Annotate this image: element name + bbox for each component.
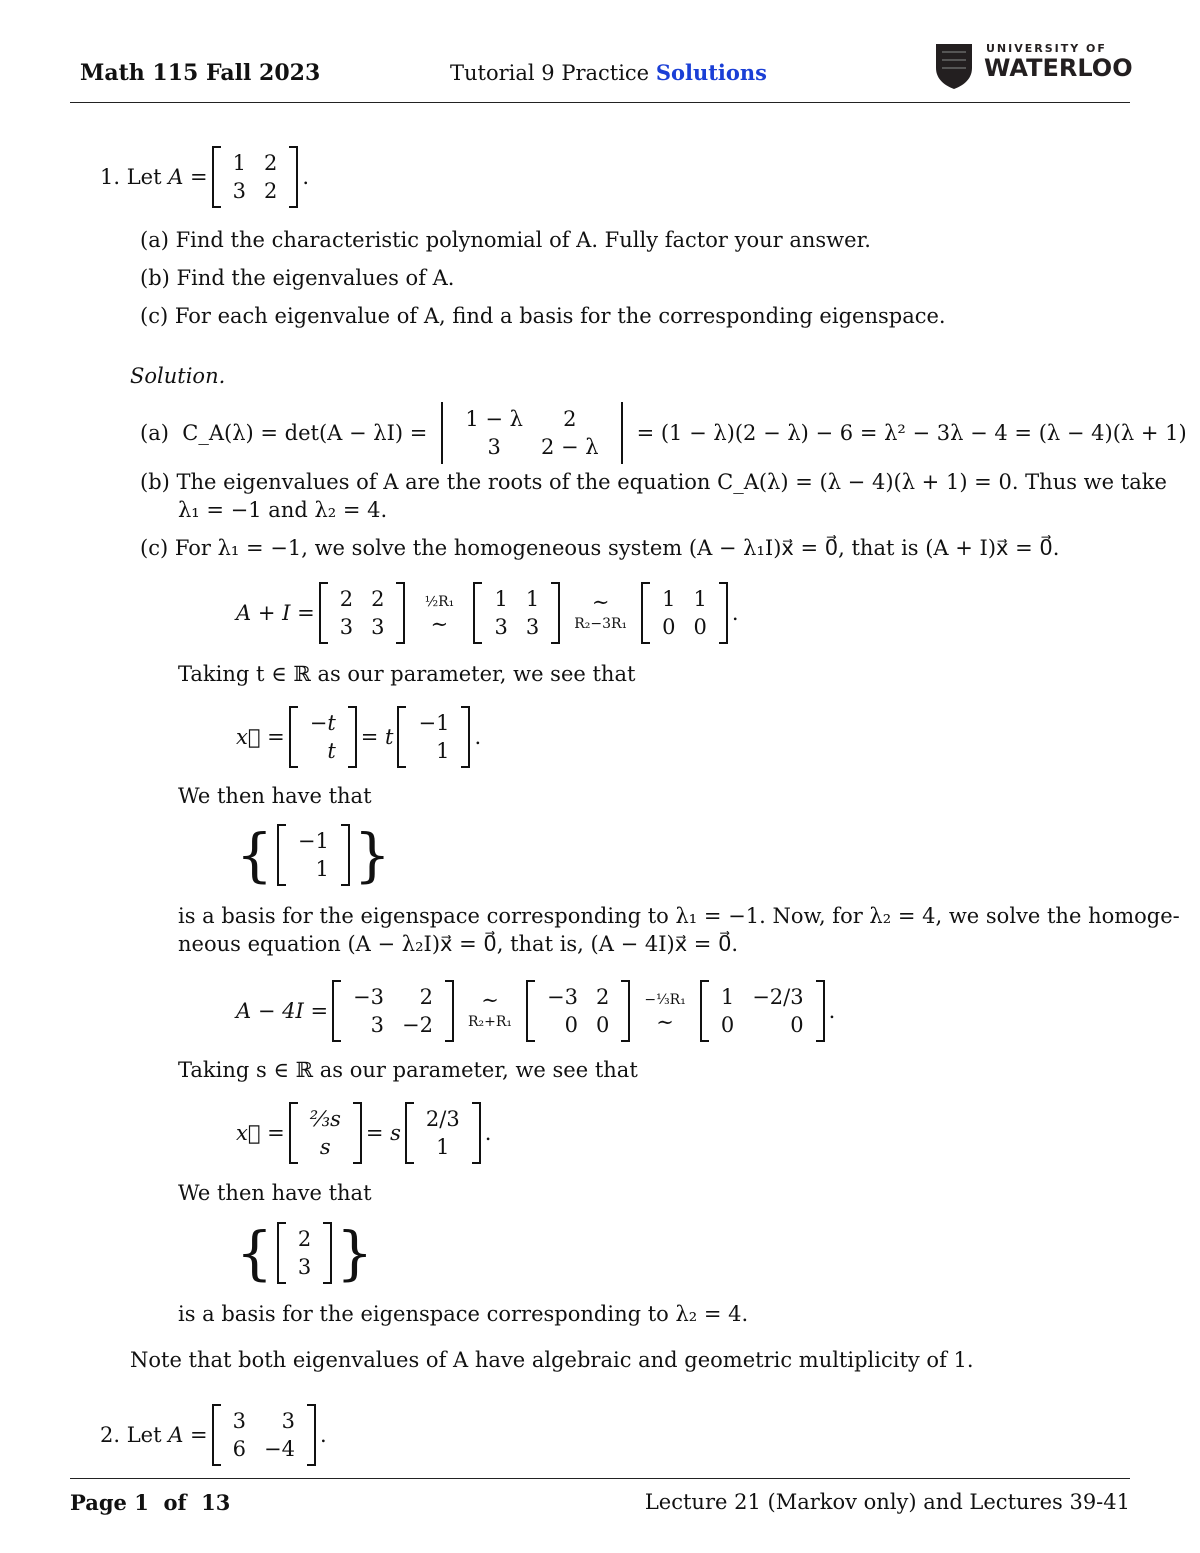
basis-1-text-2: neous equation (A − λ₂I)x⃗ = 0⃗, that is, (A − 4I)x⃗ = 0⃗. (178, 932, 739, 956)
then-have-1: We then have that (178, 784, 372, 808)
param-t-text: Taking t ∈ ℝ as our parameter, we see that (178, 662, 636, 686)
university-logo (934, 42, 1133, 92)
rr1-matrix-3: 1 1 0 0 (641, 582, 728, 644)
title-prefix: Tutorial 9 Practice (450, 61, 650, 85)
solution-b-line2: λ₁ = −1 and λ₂ = 4. (178, 498, 388, 522)
basis-1-text-1: is a basis for the eigenspace corresponding to λ₁ = −1. Now, for λ₂ = 4, we solve the homoge- (178, 904, 1180, 928)
rr2-lhs: A − 4I = (236, 999, 329, 1023)
row-reduction-2: A − 4I = −3 2 3 −2 ∼ R₂+R₁ −3 2 0 0 −⅓R₁ ∼ 1 −2/3 0 0 . (236, 980, 835, 1042)
page-number: Page 1 of 13 (70, 1490, 231, 1515)
basis-1-vector: −1 1 (277, 824, 350, 886)
sol-a-rhs: = (1 − λ)(2 − λ) − 6 = λ² − 3λ − 4 = (λ − 4)(λ + 1) (636, 421, 1187, 445)
shield-icon (934, 42, 974, 90)
logo-bottom-text: WATERLOO (984, 54, 1133, 82)
q1-label: 1. Let (100, 165, 162, 189)
course-title: Math 115 Fall 2023 (80, 60, 321, 86)
footer-lectures: Lecture 21 (Markov only) and Lectures 39-41 (644, 1490, 1130, 1514)
rr1-matrix-1: 2 2 3 3 (319, 582, 406, 644)
q1-var: A = (168, 165, 208, 189)
rr2-op-2: −⅓R₁ ∼ (644, 992, 686, 1034)
rr2-matrix-3: 1 −2/3 0 0 (700, 980, 825, 1042)
sol-a-lhs: C_A(λ) = det(A − λI) = (182, 421, 428, 445)
rr2-op-1: ∼ R₂+R₁ (467, 988, 513, 1030)
x-t-vector-1: −t t (289, 706, 357, 768)
q1-statement: 1. Let A = 1 2 3 2 . (100, 146, 309, 208)
q2-var: A = (168, 1423, 208, 1447)
rr1-matrix-2: 1 1 3 3 (473, 582, 560, 644)
x-s-vector-1: ⅔s s (289, 1102, 362, 1164)
q2-matrix: 3 3 6 −4 (212, 1404, 316, 1466)
x-t-equation: x⃗ = −t t = t −1 1 . (236, 706, 481, 768)
q1-matrix: 1 2 3 2 (212, 146, 299, 208)
basis-2-set: { 2 3 } (236, 1219, 374, 1287)
sol-a-prefix: (a) (140, 421, 169, 445)
x-t-vector-2: −1 1 (397, 706, 470, 768)
rr1-lhs: A + I = (236, 601, 315, 625)
q1-part-c: (c) For each eigenvalue of A, find a basis for the corresponding eigenspace. (140, 304, 946, 328)
basis-2-vector: 2 3 (277, 1222, 332, 1284)
basis-2-text: is a basis for the eigenspace corresponding to λ₂ = 4. (178, 1302, 749, 1326)
solution-c-line1: (c) For λ₁ = −1, we solve the homogeneous system (A − λ₁I)x⃗ = 0⃗, that is (A + I)x⃗ = 0⃗. (140, 536, 1060, 560)
x-s-equation: x⃗ = ⅔s s = s 2/3 1 . (236, 1102, 491, 1164)
q2-label: 2. Let (100, 1423, 162, 1447)
multiplicity-note: Note that both eigenvalues of A have algebraic and geometric multiplicity of 1. (130, 1348, 974, 1372)
header-rule (70, 102, 1130, 103)
solution-label: Solution. (130, 364, 226, 388)
logo-top-text: UNIVERSITY OF (986, 42, 1107, 55)
footer-rule (70, 1478, 1130, 1479)
then-have-2: We then have that (178, 1181, 372, 1205)
rr1-op-1: ½R₁ ∼ (424, 594, 455, 636)
param-s-text: Taking s ∈ ℝ as our parameter, we see that (178, 1058, 638, 1082)
rr1-op-2: ∼ R₂−3R₁ (574, 590, 628, 632)
q2-statement: 2. Let A = 3 3 6 −4 . (100, 1404, 327, 1466)
title-solutions: Solutions (655, 60, 768, 85)
sol-a-determinant: 1 − λ 2 3 2 − λ (431, 402, 632, 464)
solution-a (140, 402, 1187, 464)
document-title (450, 60, 767, 85)
q1-part-b: (b) Find the eigenvalues of A. (140, 266, 455, 290)
basis-1-set: { −1 1 } (236, 821, 391, 889)
q1-part-a: (a) Find the characteristic polynomial of A. Fully factor your answer. (140, 228, 871, 252)
rr2-matrix-1: −3 2 3 −2 (332, 980, 454, 1042)
rr2-matrix-2: −3 2 0 0 (526, 980, 630, 1042)
solution-b-line1: (b) The eigenvalues of A are the roots of the equation C_A(λ) = (λ − 4)(λ + 1) = 0. Thus we take (140, 470, 1167, 494)
x-s-vector-2: 2/3 1 (405, 1102, 481, 1164)
row-reduction-1: A + I = 2 2 3 3 ½R₁ ∼ 1 1 3 3 ∼ R₂−3R₁ 1 1 0 0 . (236, 582, 739, 644)
